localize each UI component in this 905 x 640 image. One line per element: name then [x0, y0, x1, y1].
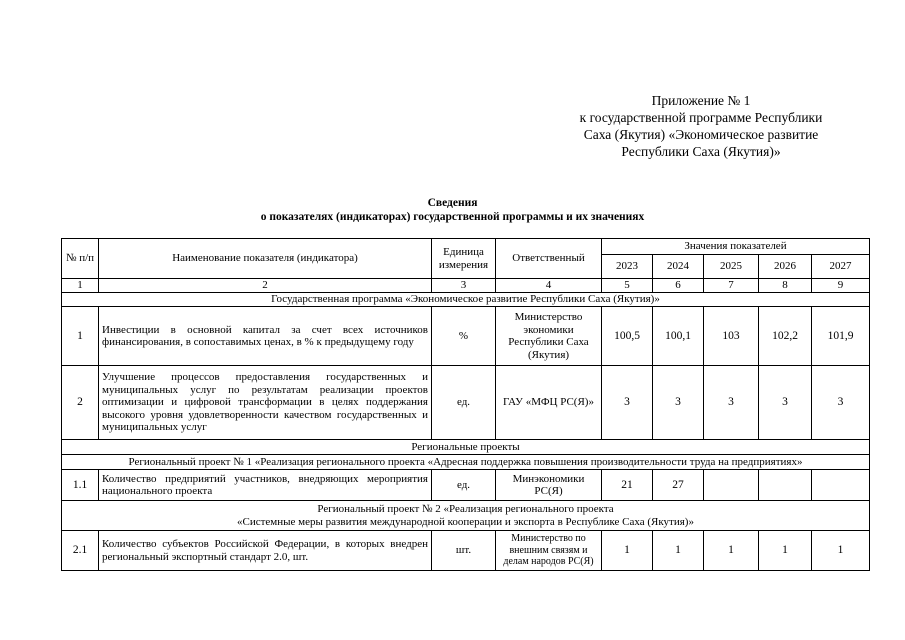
- value-cell: 1: [653, 531, 704, 571]
- appendix-header: [520, 92, 882, 160]
- project1-title: Региональный проект № 1 «Реализация регионального проекта «Адресная поддержка повышения производительности труда на предприятиях»: [62, 455, 870, 470]
- column-number: 1: [62, 279, 99, 293]
- value-cell: [759, 470, 812, 501]
- program-title: Государственная программа «Экономическое развитие Республики Саха (Якутия)»: [62, 293, 870, 307]
- title-line: Сведения: [427, 197, 478, 209]
- header-name: Наименование показателя (индикатора): [99, 239, 432, 279]
- column-number: 7: [704, 279, 759, 293]
- responsible-cell: Министерство экономики Республики Саха (Якутия): [496, 307, 602, 366]
- appendix-line: к государственной программе Республики: [579, 110, 823, 125]
- indicators-table: [61, 238, 870, 571]
- table-row: [62, 470, 870, 501]
- value-cell: 103: [704, 307, 759, 366]
- responsible-cell: Министерство по внешним связям и делам народов РС(Я): [496, 531, 602, 571]
- value-cell: [704, 470, 759, 501]
- table-row: [62, 531, 870, 571]
- column-number: 8: [759, 279, 812, 293]
- program-title-row: [62, 293, 870, 307]
- regional-section-title: Региональные проекты: [62, 440, 870, 455]
- column-number: 6: [653, 279, 704, 293]
- header-year: 2026: [759, 255, 812, 279]
- header-unit: Единица измерения: [432, 239, 496, 279]
- section-row: [62, 440, 870, 455]
- column-number: 5: [602, 279, 653, 293]
- title-line: о показателях (индикаторах) государственной программы и их значениях: [260, 211, 645, 223]
- unit-cell: ед.: [432, 366, 496, 440]
- project2-title-line: «Системные меры развития международной кооперации и экспорта в Республике Саха (Якутия)»: [237, 515, 694, 528]
- table-row: [62, 366, 870, 440]
- appendix-line: Саха (Якутия) «Экономическое развитие: [583, 127, 819, 142]
- value-cell: 3: [602, 366, 653, 440]
- value-cell: 3: [812, 366, 870, 440]
- row-num: 1: [62, 307, 99, 366]
- value-cell: [812, 470, 870, 501]
- header-responsible: Ответственный: [496, 239, 602, 279]
- unit-cell: ед.: [432, 470, 496, 501]
- indicator-name: Улучшение процессов предоставления государственных и муниципальных услуг по результатам реализации проектов оптимизации и цифровой трансформации в целях поддержания высокого уровня удовлетворенности качеством государственных и муниципальных услуг: [99, 366, 432, 440]
- value-cell: 3: [653, 366, 704, 440]
- value-cell: 100,5: [602, 307, 653, 366]
- column-number: 2: [99, 279, 432, 293]
- value-cell: 3: [704, 366, 759, 440]
- indicator-name: Количество предприятий участников, внедряющих мероприятия национального проекта: [99, 470, 432, 501]
- header-year: 2027: [812, 255, 870, 279]
- project2-title-line: Региональный проект № 2 «Реализация регионального проекта: [317, 503, 614, 515]
- header-year: 2025: [704, 255, 759, 279]
- column-number: 3: [432, 279, 496, 293]
- project-title-row: [62, 455, 870, 470]
- value-cell: 1: [759, 531, 812, 571]
- row-num: 2.1: [62, 531, 99, 571]
- value-cell: 1: [812, 531, 870, 571]
- indicator-name: Инвестиции в основной капитал за счет всех источников финансирования, в сопоставимых ценах, в % к предыдущему году: [99, 307, 432, 366]
- project-title-row: [62, 501, 870, 531]
- responsible-cell: ГАУ «МФЦ РС(Я)»: [496, 366, 602, 440]
- value-cell: 1: [602, 531, 653, 571]
- document-title: [60, 196, 845, 224]
- indicator-name: Количество субъектов Российской Федерации, в которых внедрен региональный экспортный стандарт 2.0, шт.: [99, 531, 432, 571]
- appendix-line: Приложение № 1: [651, 93, 751, 108]
- column-number: 4: [496, 279, 602, 293]
- responsible-cell: Минэкономики РС(Я): [496, 470, 602, 501]
- unit-cell: %: [432, 307, 496, 366]
- value-cell: 100,1: [653, 307, 704, 366]
- value-cell: 27: [653, 470, 704, 501]
- column-numbers-row: [62, 279, 870, 293]
- value-cell: 21: [602, 470, 653, 501]
- table-row: [62, 307, 870, 366]
- column-number: 9: [812, 279, 870, 293]
- value-cell: 3: [759, 366, 812, 440]
- value-cell: 101,9: [812, 307, 870, 366]
- value-cell: 1: [704, 531, 759, 571]
- project2-title: [62, 501, 870, 531]
- header-num: № п/п: [62, 239, 99, 279]
- value-cell: 102,2: [759, 307, 812, 366]
- row-num: 2: [62, 366, 99, 440]
- header-year: 2023: [602, 255, 653, 279]
- header-values-group: Значения показателей: [602, 239, 870, 255]
- unit-cell: шт.: [432, 531, 496, 571]
- row-num: 1.1: [62, 470, 99, 501]
- appendix-line: Республики Саха (Якутия)»: [621, 144, 781, 159]
- header-row: [62, 239, 870, 255]
- header-year: 2024: [653, 255, 704, 279]
